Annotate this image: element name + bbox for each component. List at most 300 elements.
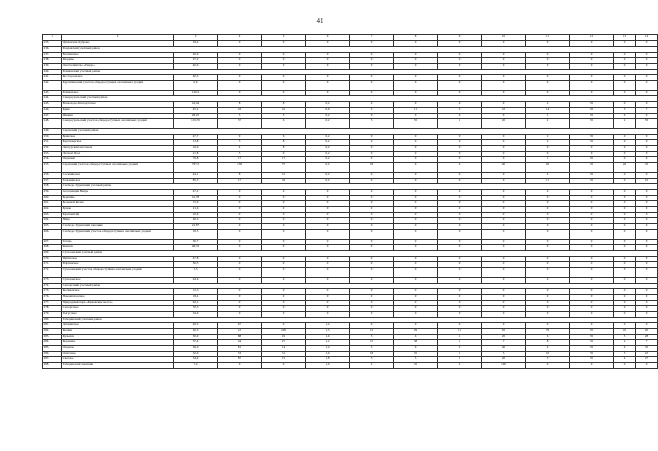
cell-value: 3 [614, 351, 636, 357]
row-number: 235. [43, 41, 62, 47]
cell-value: 1,6 [306, 351, 350, 357]
cell-value: 11 [526, 178, 570, 184]
cell-value: 28 [636, 334, 658, 340]
cell-value: 0 [306, 256, 350, 262]
cell-value: 0 [636, 151, 658, 157]
cell-value: 0 [438, 172, 482, 178]
area-name: Крутихинский участок общедоступных охотничьих угодий [62, 81, 174, 91]
cell-value: 0 [482, 300, 526, 306]
cell-value: 1 [438, 340, 482, 346]
cell-value: 0,2 [306, 172, 350, 178]
cell-value: 0 [350, 311, 394, 317]
row-number: 259. [43, 190, 62, 196]
row-number: 285. [43, 346, 62, 352]
cell-value: 0 [350, 323, 394, 329]
cell-value: 0 [636, 41, 658, 47]
cell-value: 20 [482, 119, 526, 129]
cell-value: 0 [218, 52, 262, 58]
cell-value: 0 [262, 311, 306, 317]
cell-value: 0 [394, 277, 438, 283]
cell-value: 0 [636, 146, 658, 152]
cell-value: 35 [570, 334, 614, 340]
cell-value: 0 [306, 201, 350, 207]
cell-value: 10 [636, 351, 658, 357]
cell-value: 0 [482, 245, 526, 251]
cell-value: 35 [570, 102, 614, 108]
area-name: Всеволодо-Благодатское [62, 102, 174, 108]
cell-value: 31 [262, 351, 306, 357]
cell-value: 0 [438, 268, 482, 278]
cell-value: 0 [526, 63, 570, 69]
cell-value: 5 [350, 107, 394, 113]
cell-value: 0 [636, 195, 658, 201]
cell-value: 0 [350, 268, 394, 278]
column-header: 2 [62, 35, 174, 41]
cell-value: 0 [306, 294, 350, 300]
cell-value: 0 [482, 256, 526, 262]
area-name: Добринское [62, 323, 174, 329]
cell-value: 0 [526, 289, 570, 295]
cell-value: 0 [438, 81, 482, 91]
cell-value: 1 [526, 157, 570, 163]
cell-value: 0 [394, 323, 438, 329]
cell-value: 0 [438, 63, 482, 69]
cell-value: 0 [394, 102, 438, 108]
cell-value: 0 [218, 218, 262, 224]
cell-value: 0 [614, 140, 636, 146]
cell-value: 0,9 [306, 107, 350, 113]
cell-value: 11 [438, 329, 482, 335]
cell-value: 0 [614, 224, 636, 230]
cell-value: 0 [350, 102, 394, 108]
cell-value: 8 [218, 102, 262, 108]
table-row [43, 119, 658, 129]
cell-value: 0 [636, 323, 658, 329]
cell-value: 0 [438, 294, 482, 300]
cell-value: 12,3 [174, 289, 218, 295]
cell-value: 0 [394, 239, 438, 245]
cell-value: 0 [636, 363, 658, 369]
cell-value: 0 [306, 306, 350, 312]
cell-value: 0 [394, 75, 438, 81]
cell-value: 0 [482, 75, 526, 81]
cell-value: 0 [482, 294, 526, 300]
cell-value: 0 [526, 207, 570, 213]
row-number: 236. [43, 46, 62, 52]
area-name: Светлое [62, 357, 174, 363]
column-header: 14 [636, 35, 658, 41]
cell-value: 0 [262, 63, 306, 69]
cell-value: 56,3 [174, 262, 218, 268]
district-heading: Рендовский учетный район [62, 46, 658, 52]
cell-value: 35 [570, 134, 614, 140]
cell-value: 0 [306, 239, 350, 245]
cell-value: 35 [636, 119, 658, 129]
column-header: 6 [306, 35, 350, 41]
cell-value: 56,0 [174, 346, 218, 352]
cell-value: 17 [218, 178, 262, 184]
cell-value: 0 [614, 229, 636, 239]
row-number: 254. [43, 157, 62, 163]
cell-value: 0 [570, 306, 614, 312]
cell-value: 0 [482, 172, 526, 178]
cell-value: 0 [438, 306, 482, 312]
cell-value: 0 [262, 229, 306, 239]
cell-value: 40,0 [174, 63, 218, 69]
cell-value: 2 [438, 346, 482, 352]
row-number: 264. [43, 218, 62, 224]
cell-value: 11 [394, 107, 438, 113]
cell-value: 0 [350, 229, 394, 239]
cell-value: 0 [482, 311, 526, 317]
cell-value: 0 [306, 300, 350, 306]
cell-value: 0 [614, 63, 636, 69]
cell-value: 0 [570, 294, 614, 300]
cell-value: 0,2 [306, 178, 350, 184]
cell-value: 1,2 [306, 340, 350, 346]
cell-value: 0 [526, 229, 570, 239]
area-name: Сосьвинское [62, 172, 174, 178]
cell-value: 2 [614, 119, 636, 129]
cell-value: 0 [350, 239, 394, 245]
cell-value: 0 [570, 90, 614, 96]
cell-value: 0 [218, 81, 262, 91]
cell-value: 27 [262, 340, 306, 346]
cell-value: 0 [218, 363, 262, 369]
district-heading: Сухоложский учетный район [62, 251, 658, 257]
cell-value: 0 [526, 151, 570, 157]
row-number: 288. [43, 363, 62, 369]
column-header: 4 [218, 35, 262, 41]
cell-value: 0 [218, 245, 262, 251]
cell-value: 0 [438, 146, 482, 152]
cell-value: 0 [570, 363, 614, 369]
cell-value: 7 [482, 340, 526, 346]
cell-value: 35 [570, 178, 614, 184]
area-name: Серовский участок общедоступных охотничьих угодий [62, 163, 174, 173]
cell-value: 0 [636, 294, 658, 300]
cell-value: 0 [614, 207, 636, 213]
area-name: Озерное [62, 346, 174, 352]
cell-value: 0 [614, 323, 636, 329]
row-number: 266. [43, 229, 62, 239]
cell-value: 0 [438, 75, 482, 81]
cell-value: 0 [570, 224, 614, 230]
cell-value: 0 [614, 178, 636, 184]
cell-value: 0,2 [306, 157, 350, 163]
cell-value: 0 [218, 277, 262, 283]
cell-value: 88 [218, 334, 262, 340]
area-name: Кошки [62, 329, 174, 335]
cell-value: 0 [394, 245, 438, 251]
cell-value: 0 [526, 201, 570, 207]
cell-value: 0 [482, 277, 526, 283]
district-heading: Таборинский учетный район [62, 317, 658, 323]
cell-value: 20 [482, 357, 526, 363]
cell-value: 0 [394, 256, 438, 262]
cell-value: 5 [262, 113, 306, 119]
cell-value: 44 [218, 340, 262, 346]
cell-value: 0 [394, 134, 438, 140]
cell-value: 0 [262, 201, 306, 207]
district-heading: Серовский учетный район [62, 129, 658, 135]
cell-value: 17 [218, 157, 262, 163]
area-name: Тыгусское [62, 311, 174, 317]
cell-value: 0 [570, 41, 614, 47]
cell-value: 1 [438, 334, 482, 340]
cell-value: 0 [218, 311, 262, 317]
area-name: Рефтинское [62, 262, 174, 268]
cell-value: 0 [526, 90, 570, 96]
cell-value: 0 [570, 201, 614, 207]
cell-value: 5 [350, 346, 394, 352]
row-number: 242. [43, 81, 62, 91]
cell-value: 0 [526, 294, 570, 300]
cell-value: 20 [482, 334, 526, 340]
cell-value: 76,8 [174, 157, 218, 163]
cell-value: 0 [614, 90, 636, 96]
cell-value: 0 [262, 75, 306, 81]
cell-value: 0 [262, 207, 306, 213]
cell-value: 37 [218, 119, 262, 129]
cell-value: 0 [438, 300, 482, 306]
cell-value: 0,2 [306, 140, 350, 146]
cell-value: 0 [614, 363, 636, 369]
cell-value: 15 [262, 357, 306, 363]
page-number: 41 [316, 17, 324, 25]
cell-value: 1,5 [306, 329, 350, 335]
row-number: 245. [43, 102, 62, 108]
area-name: Коренево [62, 340, 174, 346]
cell-value: 0 [482, 113, 526, 119]
cell-value: 0 [350, 157, 394, 163]
cell-value: 0 [482, 81, 526, 91]
cell-value: 16,6 [174, 146, 218, 152]
cell-value: 8 [526, 340, 570, 346]
cell-value: 0 [262, 239, 306, 245]
area-name: Тетерь [62, 239, 174, 245]
cell-value: 2 [526, 134, 570, 140]
cell-value: 0 [218, 289, 262, 295]
cell-value: 27 [636, 357, 658, 363]
cell-value: 0 [306, 218, 350, 224]
cell-value: 0 [570, 63, 614, 69]
cell-value: 0 [394, 63, 438, 69]
cell-value: 8 [218, 172, 262, 178]
cell-value: 0 [636, 140, 658, 146]
cell-value: 0 [394, 157, 438, 163]
cell-value: 10 [636, 178, 658, 184]
cell-value: 0 [570, 190, 614, 196]
cell-value: 26 [526, 163, 570, 173]
cell-value: 0 [438, 134, 482, 140]
area-name: Ермак [62, 207, 174, 213]
cell-value: 0 [570, 268, 614, 278]
cell-value: 0 [526, 239, 570, 245]
cell-value: 228 [262, 329, 306, 335]
cell-value: 1,4 [306, 323, 350, 329]
cell-value: 35 [570, 340, 614, 346]
cell-value: 0 [262, 245, 306, 251]
cell-value: 5 [218, 113, 262, 119]
cell-value: 0 [482, 207, 526, 213]
cell-value: 12 [350, 329, 394, 335]
cell-value: 47,8 [174, 256, 218, 262]
cell-value: 49,3 [174, 323, 218, 329]
cell-value: 45,2 [174, 107, 218, 113]
cell-value: 0 [394, 207, 438, 213]
cell-value: 48,76 [174, 245, 218, 251]
cell-value: 0 [614, 113, 636, 119]
cell-value: 0 [350, 207, 394, 213]
cell-value: 0 [636, 212, 658, 218]
cell-value: 35 [570, 107, 614, 113]
cell-value: 0 [218, 239, 262, 245]
cell-value: 0 [614, 212, 636, 218]
cell-value: 0 [614, 311, 636, 317]
cell-value: 0,2 [306, 134, 350, 140]
cell-value: 0 [570, 277, 614, 283]
cell-value: 0 [570, 311, 614, 317]
cell-value: 0 [636, 300, 658, 306]
cell-value: 5 [350, 119, 394, 129]
cell-value: 0 [636, 245, 658, 251]
cell-value: 0 [636, 52, 658, 58]
cell-value: 0 [570, 229, 614, 239]
cell-value: 0 [526, 218, 570, 224]
cell-value: 2 [438, 363, 482, 369]
cell-value: 2 [614, 340, 636, 346]
row-number: 271. [43, 262, 62, 268]
table-row [43, 363, 658, 369]
cell-value: 0 [350, 52, 394, 58]
row-number: 258. [43, 184, 62, 190]
cell-value: 0 [394, 195, 438, 201]
cell-value: 0 [482, 178, 526, 184]
cell-value: 0 [438, 90, 482, 96]
cell-value: 0 [394, 81, 438, 91]
cell-value: 0 [306, 224, 350, 230]
row-number: 260. [43, 195, 62, 201]
cell-value: 0 [636, 218, 658, 224]
cell-value: 0 [526, 52, 570, 58]
cell-value: 0 [218, 195, 262, 201]
cell-value: 5 [218, 151, 262, 157]
cell-value: 0 [526, 195, 570, 201]
row-number: 253. [43, 151, 62, 157]
cell-value: 0 [350, 277, 394, 283]
cell-value: 0 [482, 41, 526, 47]
cell-value: 0 [482, 146, 526, 152]
cell-value: 0 [614, 306, 636, 312]
cell-value: 0 [438, 190, 482, 196]
cell-value: 0 [350, 81, 394, 91]
cell-value: 7 [636, 107, 658, 113]
cell-value: 35 [570, 119, 614, 129]
cell-value: 6 [262, 134, 306, 140]
row-number: 239. [43, 63, 62, 69]
cell-value: 0 [394, 262, 438, 268]
area-name: Красный Яр [62, 212, 174, 218]
cell-value: 4 [614, 357, 636, 363]
area-name: Слободо-Туринский заказник [62, 224, 174, 230]
row-number: 279. [43, 311, 62, 317]
cell-value: 0 [438, 239, 482, 245]
cell-value: 0 [262, 224, 306, 230]
cell-value: 0 [570, 218, 614, 224]
cell-value: 35 [394, 363, 438, 369]
row-number: 280. [43, 317, 62, 323]
cell-value: 0 [526, 224, 570, 230]
cell-value: 0 [482, 289, 526, 295]
cell-value: 0 [614, 300, 636, 306]
cell-value: 0 [218, 300, 262, 306]
cell-value: 0 [438, 178, 482, 184]
cell-value: 0 [394, 41, 438, 47]
cell-value: 0 [526, 300, 570, 306]
area-name: Лесной Урал [62, 151, 174, 157]
cell-value: 0 [218, 207, 262, 213]
area-name: Новоипатовское [62, 294, 174, 300]
cell-value: 0 [262, 262, 306, 268]
cell-value: 35 [636, 346, 658, 352]
cell-value: 0 [350, 151, 394, 157]
cell-value: 6 [526, 334, 570, 340]
row-number: 286. [43, 351, 62, 357]
column-header: 8 [394, 35, 438, 41]
cell-value: 0 [306, 75, 350, 81]
cell-value: 21,8 [174, 151, 218, 157]
cell-value: 0 [636, 102, 658, 108]
area-name: Мордвы [62, 58, 174, 64]
cell-value: 0,2 [306, 113, 350, 119]
cell-value: 0 [262, 81, 306, 91]
row-number: 243. [43, 90, 62, 96]
cell-value: 0 [350, 195, 394, 201]
cell-value: 0 [570, 207, 614, 213]
cell-value: 3 [218, 140, 262, 146]
cell-value: 0 [350, 294, 394, 300]
column-header: 11 [526, 35, 570, 41]
cell-value: 54,6 [174, 357, 218, 363]
cell-value: 4 [526, 172, 570, 178]
area-name: Волхинское [62, 52, 174, 58]
cell-value: 0 [350, 140, 394, 146]
cell-value: 0 [614, 151, 636, 157]
cell-value: 0 [570, 212, 614, 218]
area-name: Брянское [62, 134, 174, 140]
area-name: Сысертское [62, 306, 174, 312]
cell-value: 13,8 [174, 140, 218, 146]
cell-value: 0 [350, 262, 394, 268]
cell-value: 0 [482, 102, 526, 108]
cell-value: 0 [394, 190, 438, 196]
row-number: 269. [43, 251, 62, 257]
cell-value: 0 [350, 146, 394, 152]
cell-value: 10,6 [174, 212, 218, 218]
cell-value: 0 [438, 201, 482, 207]
cell-value: 4 [526, 346, 570, 352]
column-header: 9 [438, 35, 482, 41]
cell-value: 0 [394, 140, 438, 146]
row-number: 274. [43, 283, 62, 289]
cell-value: 0,2 [306, 119, 350, 129]
cell-value: 0 [570, 239, 614, 245]
cell-value: 0 [570, 256, 614, 262]
cell-value: 0 [438, 41, 482, 47]
cell-value: 44,6 [174, 277, 218, 283]
cell-value: 0 [394, 52, 438, 58]
